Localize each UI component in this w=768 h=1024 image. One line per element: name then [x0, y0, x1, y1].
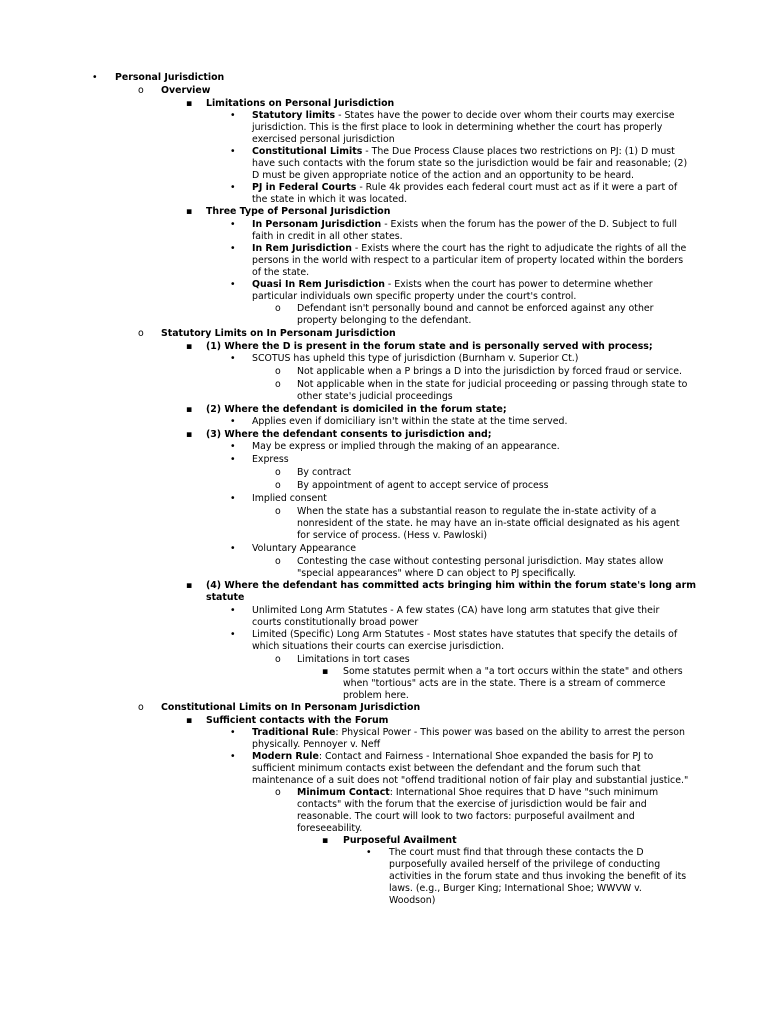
bullet-level-4: • [230, 605, 236, 616]
text-quasi-in-rem: - Exists when the court has power to determine whether [384, 279, 653, 290]
text-statutory-limits: - States have the power to decide over whom their courts may exercise [335, 110, 675, 121]
heading-sufficient-contacts: Sufficient contacts with the Forum [206, 715, 389, 726]
term-quasi-in-rem: Quasi In Rem Jurisdiction [252, 279, 385, 290]
bullet-level-5: o [275, 480, 281, 491]
text-line: Limitations in tort cases [297, 654, 410, 665]
text-traditional-rule: : Physical Power - This power was based on the ability to arrest the person [335, 727, 685, 738]
term-traditional-rule: Traditional Rule [252, 727, 336, 738]
text-line: Woodson) [389, 895, 436, 906]
text-line: of the state. [252, 267, 310, 278]
term-statutory-limits: Statutory limits [252, 110, 336, 121]
item-quasi-in-rem [252, 279, 653, 291]
item-modern-rule [252, 751, 653, 763]
term-in-personam: In Personam Jurisdiction [252, 219, 382, 230]
text-line: which situations their courts can exercise jurisdiction. [252, 641, 505, 652]
bullet-level-5: o [275, 379, 281, 390]
bullet-level-4: • [230, 493, 236, 504]
text-line: May be express or implied through the making of an appearance. [252, 441, 560, 452]
text-line: D must be given appropriate notice of the action and an opportunity to be heard. [252, 170, 635, 181]
term-constitutional-limits: Constitutional Limits [252, 146, 363, 157]
bullet-level-4: • [230, 219, 236, 230]
heading-constitutional-in-personam: Constitutional Limits on In Personam Jurisdiction [161, 702, 421, 713]
bullet-level-5: o [275, 303, 281, 314]
text-line: laws. (e.g., Burger King; International Shoe; WWVW v. [389, 883, 642, 894]
text-line: persons in the world with respect to a particular item of property located within the borders [252, 255, 684, 266]
bullet-level-4: • [230, 243, 236, 254]
text-line: Not applicable when a P brings a D into the jurisdiction by forced fraud or service. [297, 366, 682, 377]
bullet-level-6: ▪ [322, 835, 329, 846]
bullet-level-5: o [275, 506, 281, 517]
text-line: activities in the forum state and thus invoking the benefit of its [389, 871, 687, 882]
bullet-level-4: • [230, 543, 236, 554]
bullet-level-4: • [230, 751, 236, 762]
heading-overview: Overview [161, 85, 211, 96]
text-line: property belonging to the defendant. [297, 315, 472, 326]
text-line: sufficient minimum contacts exist between the defendant and the forum such that [252, 763, 641, 774]
bullet-level-4: • [230, 629, 236, 640]
term-minimum-contact: Minimum Contact [297, 787, 390, 798]
text-constitutional-limits: - The Due Process Clause places two restrictions on PJ: (1) D must [362, 146, 675, 157]
bullet-level-4: • [230, 454, 236, 465]
bullet-level-5: o [275, 787, 281, 798]
bullet-level-4: • [230, 353, 236, 364]
bullet-level-6: ▪ [322, 666, 329, 677]
text-line: jurisdiction. This is the first place to look in determining whether the court has properly [252, 122, 663, 133]
text-line: faith in credit in all other states. [252, 231, 403, 242]
bullet-level-4: • [230, 441, 236, 452]
text-line: the state in which it was located. [252, 194, 408, 205]
text-line: Unlimited Long Arm Statutes - A few states (CA) have long arm statutes that give their [252, 605, 660, 616]
text-federal-courts: - Rule 4k provides each federal court must act as if it were a part of [356, 182, 678, 193]
item-in-personam [252, 219, 677, 231]
text-line: Applies even if domiciliary isn't within the state at the time served. [252, 416, 568, 427]
bullet-level-5: o [275, 654, 281, 665]
item-statutory-limits [252, 110, 675, 122]
item-in-rem [252, 243, 686, 255]
text-line: physically. Pennoyer v. Neff [252, 739, 381, 750]
heading-where-present: (1) Where the D is present in the forum state and is personally served with process; [206, 341, 653, 352]
text-line: when "tortious" acts are in the state. There is a stream of commerce [343, 678, 666, 689]
bullet-level-3: ▪ [186, 404, 193, 415]
text-line: other state's judicial proceedings [297, 391, 453, 402]
bullet-level-3: ▪ [186, 341, 193, 352]
bullet-level-4: • [230, 416, 236, 427]
bullet-level-4: • [230, 727, 236, 738]
heading-long-arm-cont: statute [206, 592, 245, 603]
text-line: SCOTUS has upheld this type of jurisdiction (Burnham v. Superior Ct.) [252, 353, 579, 364]
heading-purposeful-availment: Purposeful Availment [343, 835, 457, 846]
bullet-level-5: o [275, 556, 281, 567]
text-line: foreseeability. [297, 823, 363, 834]
heading-long-arm: (4) Where the defendant has committed acts bringing him within the forum state's long arm [206, 580, 696, 591]
text-line: Some statutes permit when a "a tort occurs within the state" and others [343, 666, 683, 677]
item-traditional-rule [252, 727, 685, 739]
text-line: The court must find that through these contacts the D [389, 847, 644, 858]
heading-statutory-in-personam: Statutory Limits on In Personam Jurisdiction [161, 328, 396, 339]
heading-limitations: Limitations on Personal Jurisdiction [206, 98, 395, 109]
text-in-personam: - Exists when the forum has the power of the D. Subject to full [381, 219, 677, 230]
text-line: contacts" with the forum that the exercise of jurisdiction would be fair and [297, 799, 647, 810]
text-modern-rule: : Contact and Fairness - International Shoe expanded the basis for PJ to [318, 751, 654, 762]
text-line: Limited (Specific) Long Arm Statutes - Most states have statutes that specify the details of [252, 629, 678, 640]
text-line: purposefully availed herself of the privilege of conducting [389, 859, 661, 870]
text-line: reasonable. The court will look to two factors: purposeful availment and [297, 811, 635, 822]
bullet-level-3: ▪ [186, 580, 193, 591]
text-line: "special appearances" where D can object to PJ specifically. [297, 568, 576, 579]
bullet-level-7: • [366, 847, 372, 858]
bullet-level-4: • [230, 279, 236, 290]
bullet-level-3: ▪ [186, 429, 193, 440]
text-line: nonresident of the state. he may have an in-state official designated as his agent [297, 518, 680, 529]
heading-consents: (3) Where the defendant consents to jurisdiction and; [206, 429, 492, 440]
heading-personal-jurisdiction: Personal Jurisdiction [115, 72, 225, 83]
item-constitutional-limits [252, 146, 675, 158]
bullet-level-2: o [138, 702, 144, 713]
text-line: have such contacts with the forum state so the jurisdiction would be fair and reasonable; (2) [252, 158, 688, 169]
bullet-level-5: o [275, 467, 281, 478]
text-line: Express [252, 454, 289, 465]
text-line: By contract [297, 467, 351, 478]
term-modern-rule: Modern Rule [252, 751, 319, 762]
text-line: Voluntary Appearance [252, 543, 357, 554]
bullet-level-4: • [230, 146, 236, 157]
bullet-level-1: • [92, 72, 98, 83]
heading-three-types: Three Type of Personal Jurisdiction [206, 206, 391, 217]
text-line: for service of process. (Hess v. Pawloski) [297, 530, 487, 541]
item-minimum-contact [297, 787, 658, 799]
text-line: problem here. [343, 690, 409, 701]
bullet-level-3: ▪ [186, 206, 193, 217]
bullet-level-2: o [138, 85, 144, 96]
text-line: exercised personal jurisdiction [252, 134, 395, 145]
bullet-level-4: • [230, 110, 236, 121]
heading-domiciled: (2) Where the defendant is domiciled in the forum state; [206, 404, 507, 415]
text-line: Contesting the case without contesting personal jurisdiction. May states allow [297, 556, 664, 567]
text-line: By appointment of agent to accept service of process [297, 480, 549, 491]
text-line: Implied consent [252, 493, 327, 504]
text-line: Not applicable when in the state for judicial proceeding or passing through state to [297, 379, 688, 390]
bullet-level-3: ▪ [186, 98, 193, 109]
item-federal-courts [252, 182, 677, 194]
bullet-level-4: • [230, 182, 236, 193]
text-line: When the state has a substantial reason to regulate the in-state activity of a [297, 506, 657, 517]
term-in-rem: In Rem Jurisdiction [252, 243, 352, 254]
text-minimum-contact: : International Shoe requires that D have "such minimum [389, 787, 659, 798]
term-federal-courts: PJ in Federal Courts [252, 182, 357, 193]
text-line: maintenance of a suit does not "offend traditional notion of fair play and substantial justice." [252, 775, 689, 786]
text-line: Defendant isn't personally bound and cannot be enforced against any other [297, 303, 654, 314]
bullet-level-2: o [138, 328, 144, 339]
bullet-level-3: ▪ [186, 715, 193, 726]
text-in-rem: - Exists where the court has the right to adjudicate the rights of all the [351, 243, 687, 254]
bullet-level-5: o [275, 366, 281, 377]
text-line: particular individuals own specific property under the court's control. [252, 291, 577, 302]
text-line: courts constitutionally broad power [252, 617, 419, 628]
